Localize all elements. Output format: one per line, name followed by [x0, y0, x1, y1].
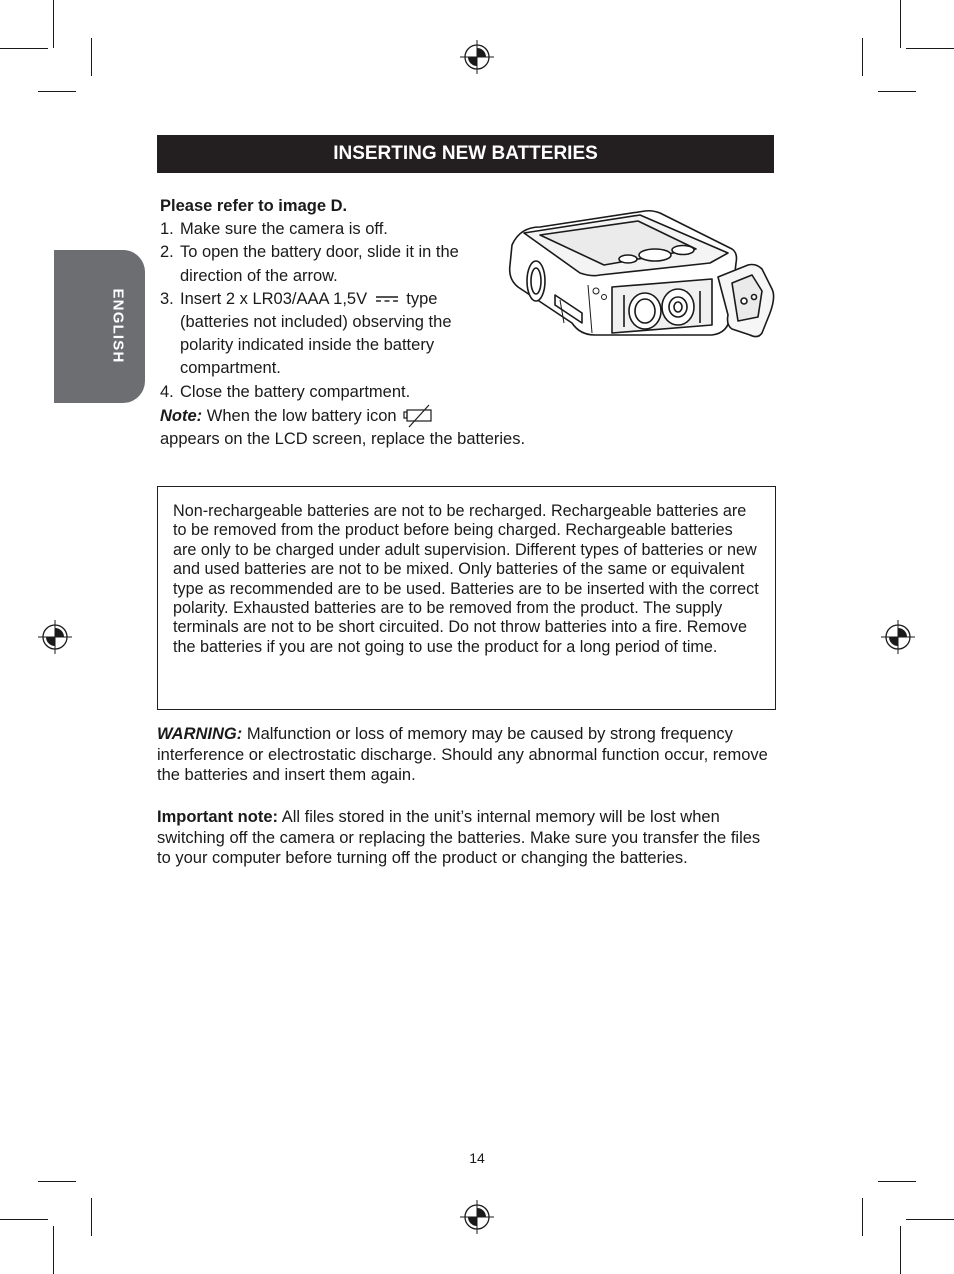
note-label: Note: [160, 406, 203, 425]
registration-mark-icon [881, 620, 915, 654]
step-text-before: Insert 2 x LR03/AAA 1,5V [180, 289, 368, 308]
important-note-paragraph [157, 807, 772, 869]
step-text: Close the battery compartment. [180, 382, 411, 401]
note-continued: appears on the LCD screen, replace the batteries. [160, 430, 526, 449]
instructions-title: Please refer to image D. [160, 197, 348, 215]
note [160, 404, 580, 428]
camera-battery-compartment-illustration [500, 205, 780, 345]
step-text: Make sure the camera is off. [180, 220, 388, 239]
dc-voltage-icon [375, 295, 399, 303]
step-number: 3. [160, 289, 174, 308]
section-header [157, 135, 774, 173]
registration-mark-icon [460, 1200, 494, 1234]
step-4 [160, 381, 580, 404]
step-text-after: type (batteries not included) observing the polarity indicated inside the battery compartment. [180, 289, 452, 378]
language-tab [54, 250, 145, 403]
page-number: 14 [469, 1150, 485, 1166]
step-text [180, 288, 485, 381]
warning-text: Malfunction or loss of memory may be caused by strong frequency interference or electrostatic discharge. Should any abnormal function occur, remove the batteries and insert them again. [157, 725, 768, 785]
section-title: INSERTING NEW BATTERIES [333, 143, 598, 164]
registration-mark-icon [38, 620, 72, 654]
important-note-label: Important note: [157, 808, 278, 826]
step-number: 4. [160, 382, 174, 401]
step-text: To open the battery door, slide it in the direction of the arrow. [180, 243, 459, 285]
language-tab-label: ENGLISH [109, 288, 127, 364]
low-battery-icon [403, 404, 433, 428]
note-text: When the low battery icon [206, 406, 397, 425]
battery-safety-notice [157, 486, 776, 710]
notice-text: Non-rechargeable batteries are not to be recharged. Rechargeable batteries are to be removed from the product before being charged. Rechargeable batteries are only to be charged under adult supervision. Different types of batteries or new and used batteries are not to be mixed. Only batteries of the same or equivalent type as recommended are to be used. Batteries are to be inserted with the correct polarity. Exhausted batteries are to be removed from the product. The supply terminals are not to be short circuited. Do not throw batteries into a fire. Remove the batteries if you are not going to use the product for a long period of time. [173, 502, 759, 656]
step-number: 2. [160, 243, 174, 262]
warning-paragraph [157, 724, 772, 786]
important-note-text: All files stored in the unit’s internal memory will be lost when switching off the camera or replacing the batteries. Make sure you transfer the files to your computer before turning off the product or changing the batteries. [157, 808, 761, 868]
step-number: 1. [160, 220, 174, 239]
registration-mark-icon [460, 40, 494, 74]
warning-label: WARNING: [157, 725, 243, 743]
